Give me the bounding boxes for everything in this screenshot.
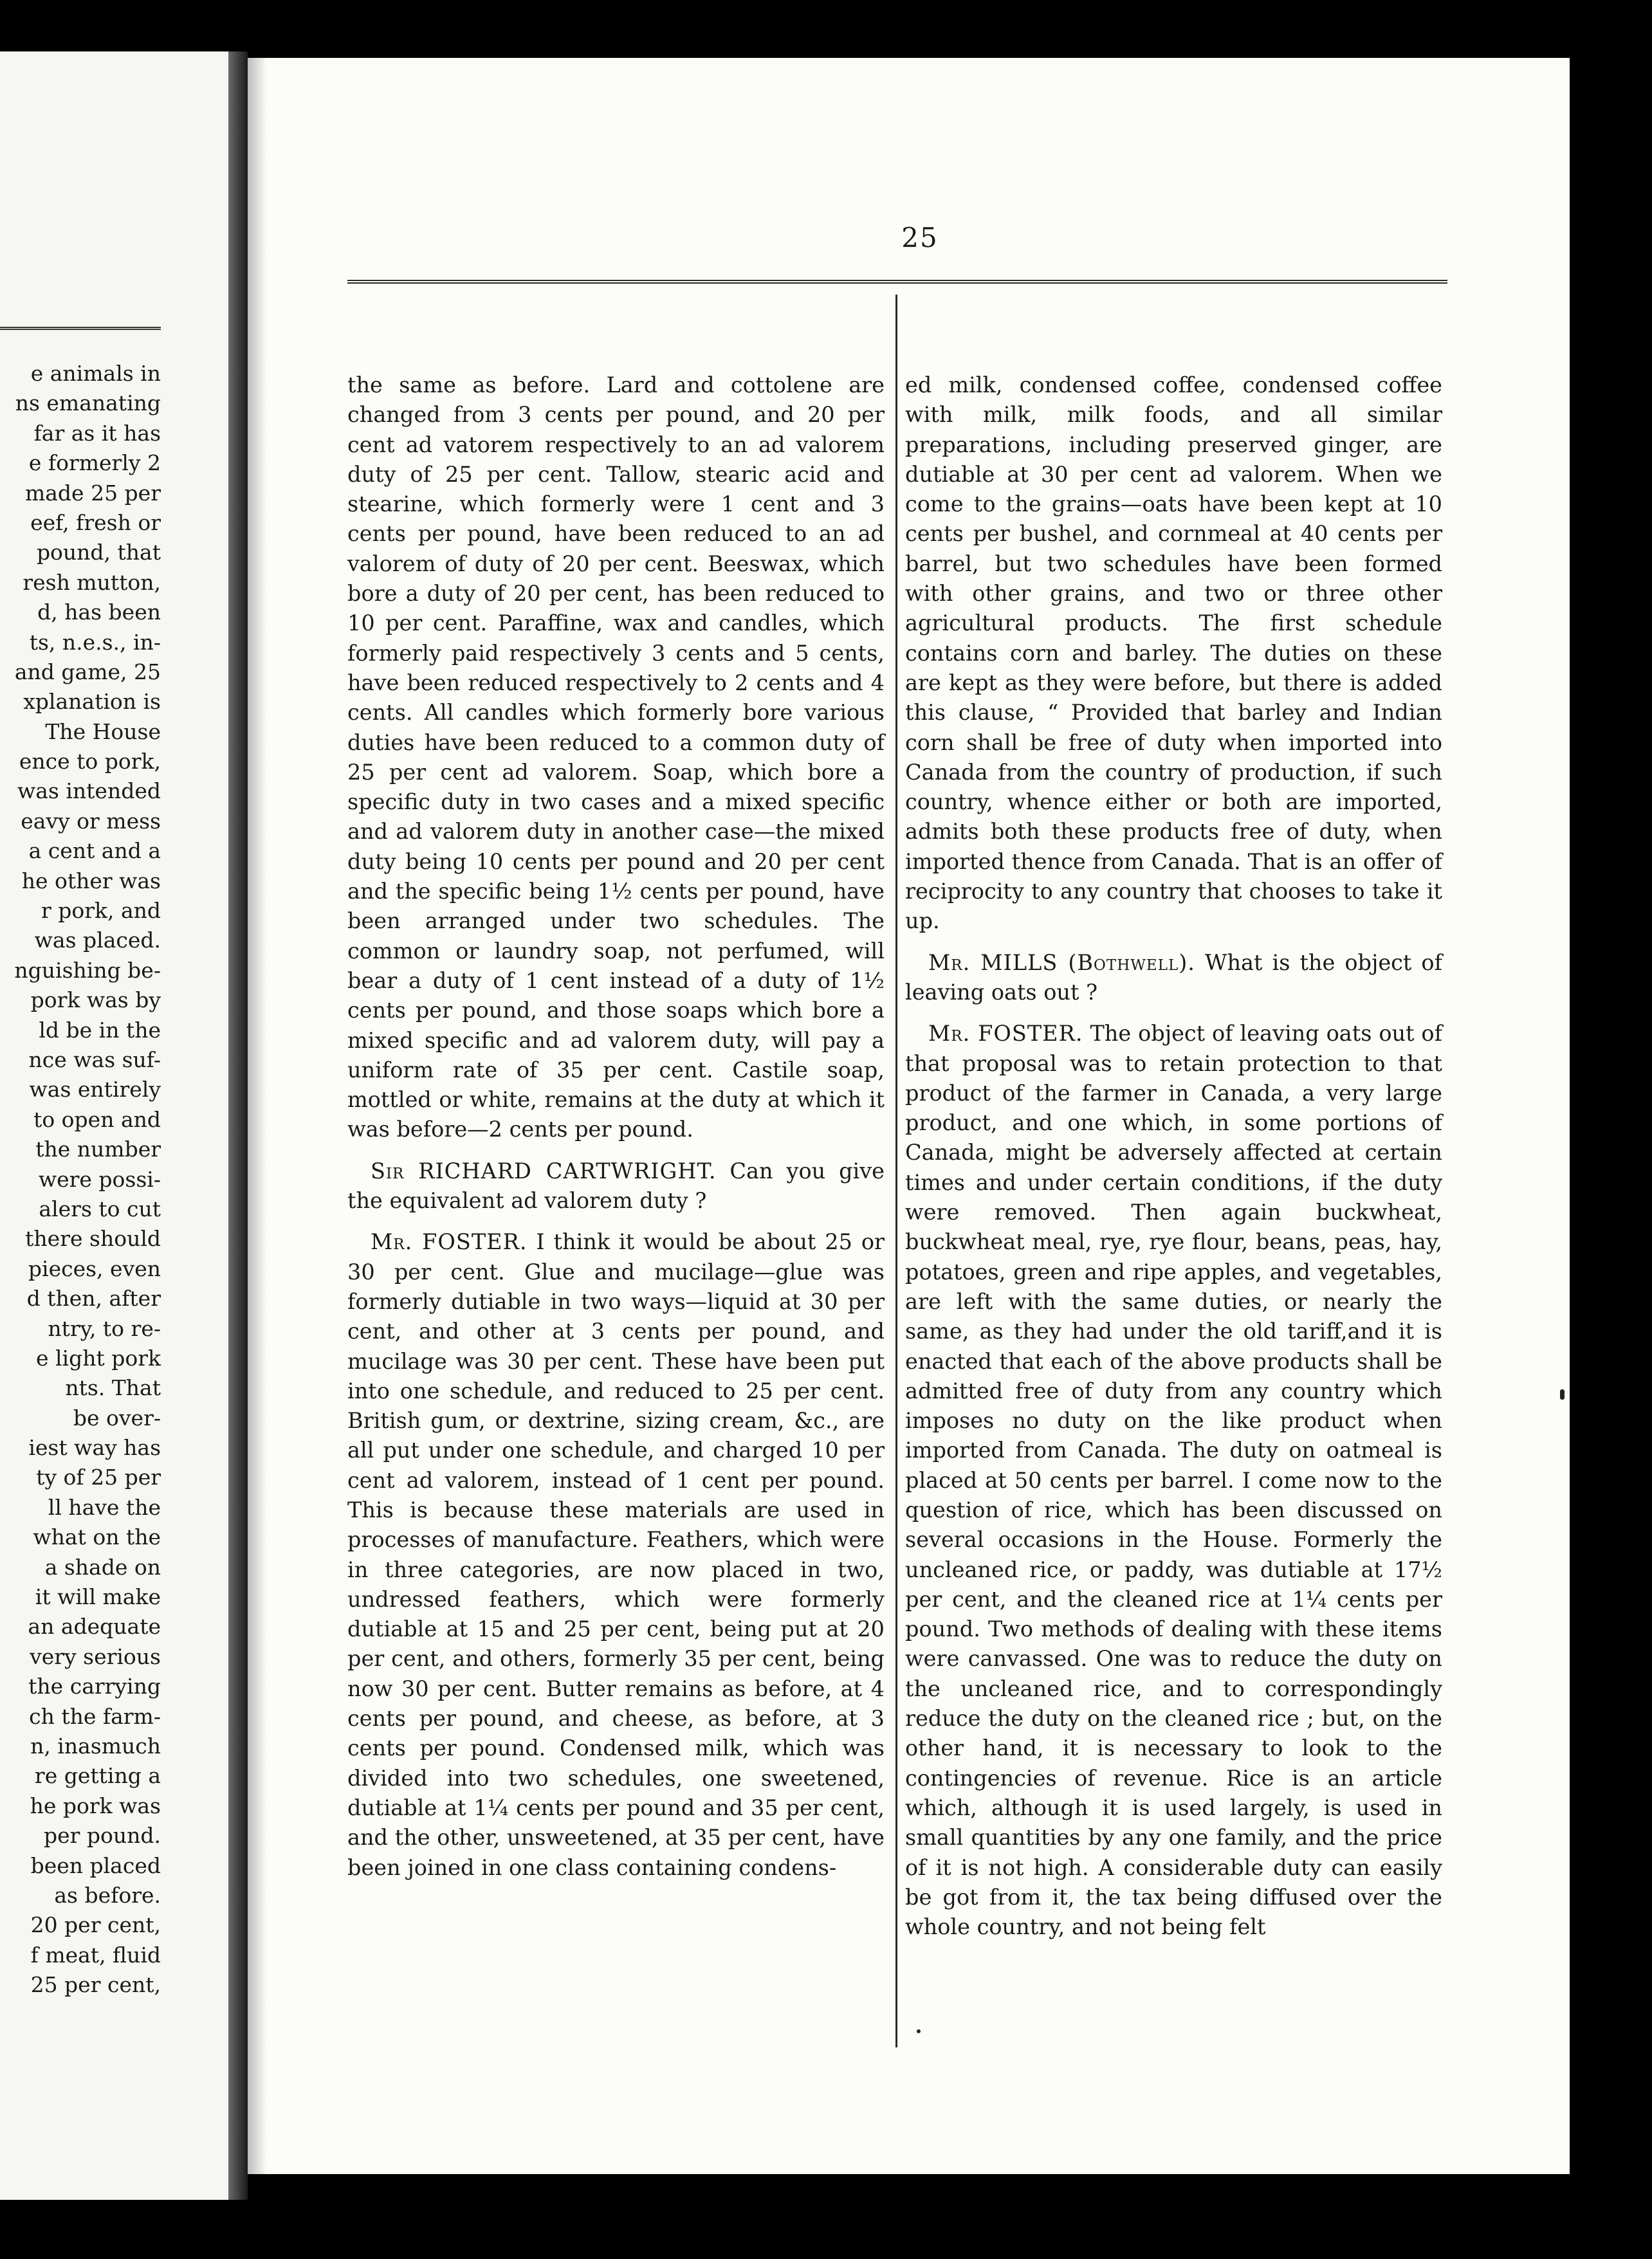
paragraph: [347, 1157, 885, 1216]
paragraph: [347, 1227, 885, 1883]
paragraph-text: the same as before. Lard and cottolene are changed from 3 cents per pound, and 20 per cent ad vatorem respectively to an ad valorem duty of 25 per cent. Tallow, stearic acid and stearine, which formerly were 1 cent and 3 cents per pound, have been reduced to an ad valorem of duty of 20 per cent. Beeswax, which bore a duty of 20 per cent, has been reduced to 10 per cent. Paraffine, wax and candles, which formerly paid respectively 3 cents and 5 cents, have been reduced respectively to 2 cents and 4 cents. All candles which formerly bore various duties have been reduced to a common duty of 25 per cent ad valorem. Soap, which bore a specific duty in two cases and a mixed specific and ad valorem duty in another case—the mixed duty being 10 cents per pound and 20 per cent and the specific being 1½ cents per pound, have been arranged under two schedules. The common or laundry soap, not perfumed, will bear a duty of 1 cent instead of a duty of 1½ cents per pound, and those soaps which bore a mixed specific and ad valorem duty, will pay a uniform rate of 35 per cent. Castile soap, mottled or white, remains at the duty at which it was before—2 cents per pound.: [347, 372, 885, 1142]
page-number: 25: [901, 222, 939, 253]
paragraph-text: What is the object of leaving oats out ?: [905, 949, 1442, 1005]
paragraph-text: ed milk, condensed coffee, condensed coffee with milk, milk foods, and all similar preparations, including preserved ginger, are dutiable at 30 per cent ad valorem. When we come to the grains—oats have been kept at 10 cents per bushel, and cornmeal at 40 cents per barrel, but two schedules have been formed with other grains, and two or three other agricultural products. The first schedule contains corn and barley. The duties on these are kept as they were before, but there is added this clause, “ Provided that barley and Indian corn shall be free of duty when imported into Canada from the country of production, if such country, whence either or both are imported, admits both these products free of duty, when imported thence from Canada. That is an offer of reciprocity to any country that chooses to take it up.: [905, 372, 1442, 934]
previous-page-line: were possi-: [38, 1166, 161, 1192]
previous-page-line: an adequate: [28, 1614, 161, 1640]
previous-page-line: nguishing be-: [14, 957, 161, 983]
previous-page-line: pieces, even: [28, 1256, 161, 1281]
previous-page-line: and game, 25: [14, 659, 161, 684]
previous-page-line: xplanation is: [23, 689, 161, 715]
page-shadow: [248, 58, 267, 2174]
previous-page-line: r pork, and: [41, 898, 161, 924]
previous-page-line: nts. That: [65, 1375, 161, 1401]
previous-page-line: e light pork: [35, 1345, 161, 1371]
previous-page-line: alers to cut: [39, 1196, 161, 1221]
previous-page-line: d then, after: [26, 1286, 161, 1312]
previous-page-line: 20 per cent,: [30, 1912, 161, 1938]
previous-page-line: the number: [35, 1137, 161, 1162]
previous-page-rule: [0, 327, 161, 330]
previous-page-line: 25 per cent,: [30, 1972, 161, 1998]
previous-page-line: iest way has: [28, 1435, 161, 1461]
paragraph: [905, 370, 1442, 937]
previous-page-line: ntry, to re-: [48, 1315, 161, 1341]
previous-page-line: eef, fresh or: [30, 509, 161, 535]
previous-page-line: ld be in the: [39, 1017, 161, 1043]
previous-page-line: be over-: [73, 1405, 161, 1431]
speaker-name: Mr. FOSTER.: [371, 1229, 528, 1255]
previous-page-line: was intended: [17, 778, 161, 804]
previous-page-line: as before.: [54, 1882, 161, 1908]
paragraph-text: Can you give the equivalent ad valorem duty ?: [347, 1158, 885, 1214]
previous-page-line: was placed.: [34, 928, 161, 953]
previous-page-line: there should: [25, 1226, 161, 1252]
previous-page-line: far as it has: [33, 420, 161, 446]
previous-page-line: n, inasmuch: [30, 1733, 161, 1759]
ink-speck: [1560, 1389, 1565, 1400]
previous-page-line: a shade on: [44, 1554, 161, 1580]
page: [248, 58, 1570, 2174]
paragraph-text: I think it would be about 25 or 30 per cent. Glue and mucilage—glue was formerly dutiable in two ways—liquid at 30 per cent, and other at 3 cents per pound, and mucilage was 30 per cent. These have been put into one schedule, and reduced to 25 per cent. British gum, or dextrine, sizing cream, &c., are all put under one schedule, and charged 10 per cent ad valorem, instead of 1 cent per pound. This is because these materials are used in processes of manufacture. Feathers, which were in three categories, are now placed in two, undressed feathers, which were formerly dutiable at 15 and 25 per cent, being put at 20 per cent, and others, formerly 35 per cent, being now 30 per cent. Butter remains as before, at 4 cents per pound, and cheese, as before, at 3 cents per pound. Condensed milk, which was divided into two schedules, one sweetened, dutiable at 1¼ cents per pound and 35 per cent, and the other, unsweetened, at 35 per cent, have been joined in one class containing condens-: [347, 1229, 885, 1880]
previous-page-line: re getting a: [34, 1763, 161, 1789]
previous-page-line: f meat, fluid: [30, 1942, 161, 1968]
previous-page-line: was entirely: [29, 1077, 161, 1102]
previous-page-line: ty of 25 per: [36, 1465, 161, 1490]
previous-page-line: ch the farm-: [29, 1703, 161, 1729]
previous-page-line: eavy or mess: [21, 808, 161, 834]
speaker-name: Mr. MILLS (Bothwell).: [928, 949, 1195, 975]
previous-page-line: resh mutton,: [23, 569, 161, 595]
previous-page-line: very serious: [30, 1643, 161, 1669]
column-rule: [895, 295, 897, 2047]
previous-page-line: pound, that: [36, 540, 161, 565]
previous-page-line: ts, n.e.s., in-: [29, 629, 161, 655]
previous-page-line: pork was by: [30, 987, 161, 1013]
previous-page-line: he pork was: [30, 1793, 161, 1818]
speaker-name: Mr. FOSTER.: [928, 1021, 1083, 1047]
previous-page-line: ns emanating: [15, 390, 161, 416]
previous-page-line: d, has been: [37, 599, 161, 625]
book-gutter: [228, 51, 248, 2200]
previous-page: [0, 51, 228, 2200]
previous-page-line: per pound.: [43, 1823, 161, 1849]
ink-speck: [917, 2029, 921, 2033]
previous-page-line: ence to pork,: [19, 749, 161, 774]
previous-page-line: a cent and a: [28, 838, 161, 864]
previous-page-line: made 25 per: [24, 480, 161, 506]
speaker-name: Sir RICHARD CARTWRIGHT.: [371, 1158, 717, 1184]
previous-page-text: [0, 359, 161, 2000]
previous-page-line: been placed: [30, 1852, 161, 1878]
previous-page-line: e formerly 2: [28, 450, 161, 476]
previous-page-line: it will make: [35, 1584, 161, 1610]
paragraph: [905, 948, 1442, 1008]
previous-page-line: The House: [45, 718, 161, 744]
paragraph-text: The object of leaving oats out of that proposal was to retain protection to that product of the farmer in Canada, a very large product, and one which, in some portions of Canada, might be adversely affected at certain times and under certain conditions, if the duty were removed. Then again buckwheat, buckwheat meal, rye, rye flour, beans, peas, hay, potatoes, green and ripe apples, and vegetables, are left with the same duties, or nearly the same, as they had under the old tariff,and it is enacted that each of the above products shall be admitted free of duty from any country which imposes no duty on the like product when imported from Canada. The duty on oatmeal is placed at 50 cents per barrel. I come now to the question of rice, which has been discussed on several occasions in the House. Formerly the uncleaned rice, or paddy, was dutiable at 17½ per cent, and the cleaned rice at 1¼ cents per pound. Two methods of dealing with these items were canvassed. One was to reduce the duty on the uncleaned rice, and to correspondingly reduce the duty on the cleaned rice ; but, on the other hand, it is necessary to look to the contingencies of revenue. Rice is an article which, although it is used largely, is used in small quantities by any one family, and the price of it is not high. A considerable duty can easily be got from it, the tax being diffused over the whole country, and not being felt: [905, 1021, 1443, 1940]
header-rule: [347, 280, 1447, 284]
previous-page-line: e animals in: [30, 361, 161, 386]
paragraph: [905, 1019, 1442, 1942]
previous-page-line: the carrying: [28, 1674, 161, 1699]
left-column: [347, 370, 885, 1894]
paragraph: [347, 370, 885, 1145]
previous-page-line: nce was suf-: [28, 1047, 161, 1072]
previous-page-line: ll have the: [48, 1494, 161, 1520]
previous-page-line: to open and: [33, 1106, 161, 1132]
right-column: [905, 370, 1442, 1953]
previous-page-line: what on the: [33, 1524, 161, 1550]
previous-page-line: he other was: [21, 868, 161, 893]
